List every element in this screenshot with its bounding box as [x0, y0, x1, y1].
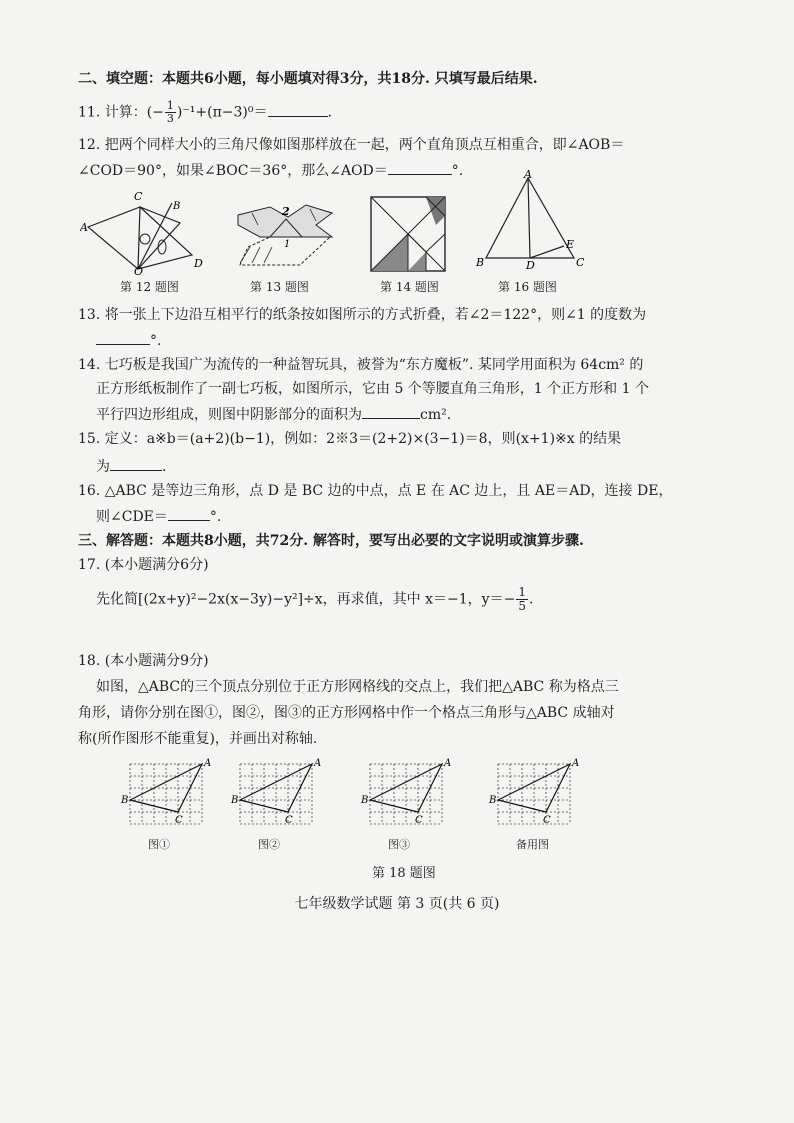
page-footer: 七年级数学试题 第 3 页(共 6 页) [294, 896, 500, 912]
q17-fraction [516, 586, 528, 613]
fig13-caption: 第 13 题图 [250, 280, 309, 294]
grid-label-c: C [415, 815, 423, 826]
q14-line2: 正方形纸板制作了一副七巧板，如图所示，它由 5 个等腰直角三角形，1 个正方形和 1 个 [96, 381, 649, 397]
question-11 [78, 100, 332, 130]
q12-answer-blank[interactable] [388, 160, 452, 175]
q11-fraction [165, 100, 176, 125]
q16-line2a: 则∠CDE＝ [96, 509, 168, 525]
q17-body [96, 586, 533, 618]
grid-label-b: B [231, 795, 239, 806]
grid-label-b: B [361, 795, 369, 806]
q16-line2b: °. [209, 509, 222, 525]
fig16-label-c: C [576, 256, 585, 269]
q15-line1: 15. 定义：a※b＝(a+2)(b−1)，例如：2※3＝(2+2)×(3−1)＝8，则(x+1)※x 的结果 [78, 431, 622, 447]
q14-line3b: cm². [420, 407, 452, 423]
fig16-label-a: A [524, 170, 532, 181]
grid-label-a: A [204, 758, 212, 769]
fig12-label-a: A [80, 221, 88, 234]
q12-line2b: °. [451, 163, 464, 179]
grid-label-a: A [314, 758, 322, 769]
fig16-label-b: B [476, 256, 485, 269]
q13-line2-end: °. [150, 333, 162, 349]
q11-prefix: 11. 计算：(− [78, 104, 164, 121]
figure-14-tangram [370, 196, 446, 272]
grid-label-b: B [489, 795, 497, 806]
q12-line2a: ∠COD＝90°，如果∠BOC＝36°，那么∠AOD＝ [78, 163, 388, 179]
q18-grid-caption: 图① [148, 838, 170, 851]
fig16-label-e: E [566, 238, 575, 251]
q14-line1: 14. 七巧板是我国广为流传的一种益智玩具，被誉为“东方魔板”. 某同学用面积为 64cm² 的 [78, 357, 644, 373]
fig12-label-b: B [173, 201, 181, 212]
q16-line2 [96, 506, 221, 526]
q16-answer-blank[interactable] [168, 506, 210, 521]
grid-label-a: A [444, 758, 452, 769]
q17-body-text: 先化简[(2x+y)²−2x(x−3y)−y²]÷x，再求值，其中 x＝−1，y＝− [96, 591, 516, 608]
q14-line3 [96, 404, 451, 424]
fig12-label-o: O [134, 265, 144, 275]
q17-body-end: . [528, 591, 534, 608]
q18-grid-3[interactable] [360, 756, 452, 832]
section-2-header: 二、填空题：本题共6小题，每小题填对得3分，共18分. 只填写最后结果. [78, 71, 538, 87]
fig16-caption: 第 16 题图 [498, 280, 557, 294]
q14-line3a: 平行四边形组成，则图中阴影部分的面积为 [96, 407, 362, 423]
grid-label-c: C [175, 815, 183, 826]
q18-grid-2[interactable] [230, 756, 322, 832]
q13-line2 [96, 330, 161, 350]
q12-line2 [78, 160, 463, 180]
q18-grid-caption: 图② [258, 838, 280, 851]
fig12-label-c: C [134, 190, 143, 203]
q11-frac-num: 1 [166, 99, 174, 112]
q18-figure-caption: 第 18 题图 [372, 866, 436, 881]
q18-line1: 如图，△ABC的三个顶点分别位于正方形网格线的交点上，我们把△ABC 称为格点三 [96, 679, 619, 695]
q15-answer-blank[interactable] [110, 456, 162, 471]
q13-answer-blank[interactable] [96, 330, 150, 345]
q15-line2b: . [162, 459, 167, 475]
q12-line1: 12. 把两个同样大小的三角尺像如图那样放在一起，两个直角顶点互相重合，即∠AOB＝ [78, 137, 625, 153]
fig12-caption: 第 12 题图 [120, 280, 179, 294]
grid-label-c: C [543, 815, 551, 826]
q18-title: 18. (本小题满分9分) [78, 653, 209, 669]
q18-grid-caption: 备用图 [516, 838, 549, 851]
q18-grid-caption: 图③ [388, 838, 410, 851]
q11-frac-den: 3 [166, 112, 174, 125]
fig13-label-1: 1 [284, 239, 291, 250]
q18-grid-4[interactable] [488, 756, 580, 832]
q18-grid-1[interactable] [120, 756, 212, 832]
q15-line2 [96, 456, 166, 476]
figure-12 [80, 185, 210, 275]
figure-13 [230, 195, 340, 270]
q16-line1: 16. △ABC 是等边三角形，点 D 是 BC 边的中点，点 E 在 AC 边上，且 AE＝AD，连接 DE， [78, 483, 673, 499]
fig12-label-d: D [194, 257, 203, 270]
section-3-header: 三、解答题：本题共8小题，共72分. 解答时，要写出必要的文字说明或演算步骤. [78, 533, 584, 549]
q17-title: 17. (本小题满分6分) [78, 557, 209, 573]
q18-line3: 称(所作图形不能重复)，并画出对称轴. [78, 731, 318, 747]
figure-16 [472, 170, 592, 270]
q11-answer-blank[interactable] [268, 102, 328, 117]
grid-label-a: A [572, 758, 580, 769]
fig16-label-d: D [526, 259, 535, 270]
grid-label-c: C [285, 815, 293, 826]
grid-label-b: B [121, 795, 129, 806]
q13-line1: 13. 将一张上下边沿互相平行的纸条按如图所示的方式折叠，若∠2＝122°，则∠1 的度数为 [78, 307, 647, 323]
q11-suffix: )⁻¹+(π−3)⁰＝ [176, 104, 268, 121]
q17-frac-den: 5 [518, 599, 526, 613]
q18-line2: 角形，请你分别在图①，图②，图③的正方形网格中作一个格点三角形与△ABC 成轴对 [78, 705, 615, 721]
fig13-label-2: 2 [282, 205, 290, 218]
q14-answer-blank[interactable] [362, 404, 420, 419]
q11-end: . [327, 104, 332, 121]
fig14-caption: 第 14 题图 [380, 280, 439, 294]
q17-frac-num: 1 [518, 585, 526, 599]
q15-line2a: 为 [96, 459, 110, 475]
